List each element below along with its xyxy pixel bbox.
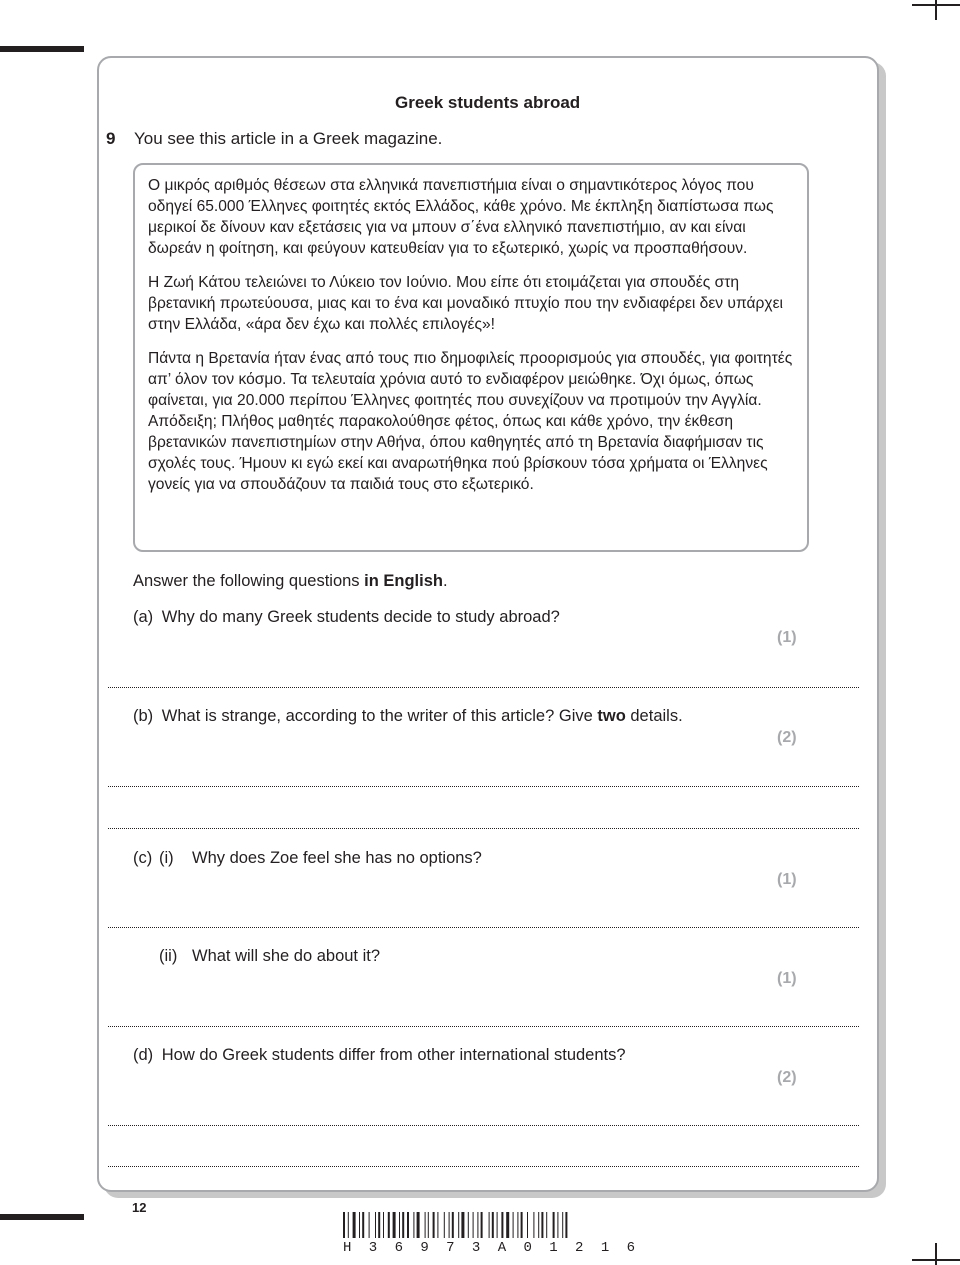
article-paragraph: Ο μικρός αριθμός θέσεων στα ελληνικά πανεπιστήμια είναι ο σημαντικότερος λόγος που οδηγεί 65.000 Έλληνες φοιτητές εκτός Ελλάδος, κάθε χρόνο. Με έκπληξη διαπίστωσα πως μερικοί δε δίνουν καν εξετάσεις για να μπουν σ΄ένα ελληνικό πανεπιστήμιο, αν και είναι δωρεάν η φοίτηση, και φεύγουν κατευθείαν για το εξωτερικό, χωρίς να προσπαθήσουν.: [148, 177, 774, 257]
barcode-bar: [458, 1212, 459, 1238]
barcode-char: H: [343, 1240, 352, 1256]
barcode-bar: [452, 1212, 454, 1238]
instruction-prefix: Answer the following questions: [133, 572, 365, 590]
barcode-bar: [425, 1212, 426, 1238]
part-b-marks: (2): [777, 729, 797, 746]
barcode-char: 1: [549, 1240, 558, 1256]
barcode-bar: [492, 1212, 494, 1238]
instruction: [133, 572, 448, 591]
barcode-bar: [541, 1212, 543, 1238]
barcode-char: 6: [394, 1240, 403, 1256]
part-a-marks: (1): [777, 629, 797, 646]
barcode-bar: [362, 1212, 364, 1238]
part-b-text-before: What is strange, according to the writer of this article? Give: [161, 707, 598, 725]
page-number: 12: [132, 1200, 147, 1215]
barcode: [343, 1212, 635, 1238]
barcode-bar: [513, 1212, 514, 1238]
barcode-bar: [353, 1212, 356, 1238]
barcode-bar: [413, 1212, 414, 1238]
barcode-bar: [538, 1212, 539, 1238]
barcode-bar: [407, 1212, 409, 1238]
crop-mark-bottom-right-v: [935, 1243, 937, 1265]
barcode-bar: [468, 1212, 469, 1238]
barcode-bar: [437, 1212, 438, 1238]
answer-line-d2[interactable]: [108, 1166, 859, 1167]
barcode-bar: [375, 1212, 376, 1238]
top-left-bar: [0, 46, 84, 52]
barcode-bar: [506, 1212, 509, 1238]
barcode-bar: [517, 1212, 518, 1238]
barcode-bar: [527, 1212, 528, 1238]
barcode-bar: [348, 1212, 349, 1238]
barcode-bar: [473, 1212, 474, 1238]
barcode-bar: [565, 1212, 567, 1238]
part-a-text: Why do many Greek students decide to study abroad?: [161, 608, 560, 626]
part-b-question: [133, 707, 683, 726]
barcode-char: 2: [575, 1240, 584, 1256]
part-c-i-marks: (1): [777, 871, 797, 888]
barcode-bar: [553, 1212, 555, 1238]
answer-line-c-i[interactable]: [108, 927, 859, 928]
barcode-bar: [383, 1212, 384, 1238]
barcode-char: 9: [420, 1240, 429, 1256]
barcode-char: 6: [626, 1240, 635, 1256]
barcode-bar: [399, 1212, 400, 1238]
part-c-ii-text: What will she do about it?: [192, 947, 381, 965]
barcode-bar: [417, 1212, 420, 1238]
answer-line-b1[interactable]: [108, 786, 859, 787]
part-a-question: [133, 608, 560, 627]
answer-line-c-ii[interactable]: [108, 1026, 859, 1027]
barcode-bar: [378, 1212, 380, 1238]
barcode-text: [343, 1240, 635, 1256]
article-heading: Greek students abroad: [395, 93, 581, 112]
answer-line-a[interactable]: [108, 687, 859, 688]
part-c-ii-label: (ii): [159, 947, 178, 965]
bottom-left-bar: [0, 1214, 84, 1220]
barcode-char: A: [497, 1240, 507, 1256]
article-paragraph: Πάντα η Βρετανία ήταν ένας από τους πιο δημοφιλείς προορισμούς για σπουδές, για φοιτητές απ’ όλον τον κόσμο. Τα τελευταία χρόνια αυτό το ενδιαφέρον μειώθηκε. Όχι όμως, όπως φαίνεται, για 20.000 περίπου Έλληνες φοιτητές που συνεχίζουν να προτιμούν την Αγγλία. Απόδειξη; Πλήθος μαθητές παρακολούθησε φέτος, όπως και κάθε χρόνο, την έκθεση βρετανικών πανεπιστημίων στην Αθήνα, όπου καθηγητές από τη Βρετανία διαφήμισαν τις σχολές τους. Ήμουν κι εγώ εκεί και αναρωτήθηκα πού βρίσκουν τόσα χρήματα οι Έλληνες γονείς για να σπουδάζουν τα παιδιά τους στο εξωτερικό.: [148, 350, 793, 493]
barcode-bar: [497, 1212, 498, 1238]
barcode-bar: [343, 1212, 345, 1238]
part-c-i-label: (i): [159, 849, 174, 867]
article-paragraph: Η Ζωή Κάτου τελειώνει το Λύκειο τον Ιούνιο. Μου είπε ότι ετοιμάζεται για σπουδές στη βρετανική πρωτεύουσα, μιας και το ένα και μοναδικό πτυχίο που την ενδιαφέρει δεν υπάρχει στην Ελλάδα, «άρα δεν έχω και πολλές επιλογές»!: [148, 274, 783, 333]
barcode-bar: [481, 1212, 483, 1238]
part-b-label: (b): [133, 707, 154, 725]
barcode-bar: [546, 1212, 547, 1238]
article-box: [133, 163, 809, 552]
part-c-i-text: Why does Zoe feel she has no options?: [192, 849, 482, 867]
part-d-marks: (2): [777, 1069, 797, 1086]
part-a-label: (a): [133, 608, 154, 626]
barcode-bar: [557, 1212, 558, 1238]
barcode-bar: [477, 1212, 478, 1238]
barcode-char: 0: [523, 1240, 532, 1256]
barcode-bar: [521, 1212, 523, 1238]
question-number: 9: [106, 129, 116, 148]
part-b-text-after: details.: [625, 707, 683, 725]
barcode-bar: [369, 1212, 370, 1238]
barcode-bar: [444, 1212, 445, 1238]
barcode-bar: [501, 1212, 503, 1238]
barcode-bar: [562, 1212, 563, 1238]
barcode-bar: [402, 1212, 404, 1238]
part-d-text: How do Greek students differ from other international students?: [161, 1046, 626, 1064]
instruction-emphasis: in English: [364, 572, 443, 590]
part-c-label: (c): [133, 849, 153, 867]
barcode-char: 3: [471, 1240, 481, 1256]
barcode-bar: [393, 1212, 396, 1238]
barcode-bar: [359, 1212, 360, 1238]
part-c-ii-marks: (1): [777, 970, 797, 987]
part-d-label: (d): [133, 1046, 154, 1064]
crop-mark-top-right-v: [935, 0, 937, 20]
part-b-text: [162, 707, 683, 725]
barcode-bar: [533, 1212, 534, 1238]
barcode-bar: [449, 1212, 450, 1238]
barcode-bar: [461, 1212, 464, 1238]
part-b-emphasis: two: [597, 707, 626, 725]
barcode-bar: [428, 1212, 429, 1238]
instruction-suffix: .: [442, 572, 448, 590]
barcode-char: 3: [368, 1240, 378, 1256]
part-d-question: [133, 1046, 626, 1065]
barcode-char: 7: [446, 1240, 455, 1256]
barcode-bar: [388, 1212, 390, 1238]
answer-line-b2[interactable]: [108, 828, 859, 829]
barcode-bar: [433, 1212, 435, 1238]
barcode-char: 1: [600, 1240, 610, 1256]
question-intro: You see this article in a Greek magazine.: [134, 129, 443, 148]
barcode-bar: [489, 1212, 490, 1238]
answer-line-d1[interactable]: [108, 1125, 859, 1126]
